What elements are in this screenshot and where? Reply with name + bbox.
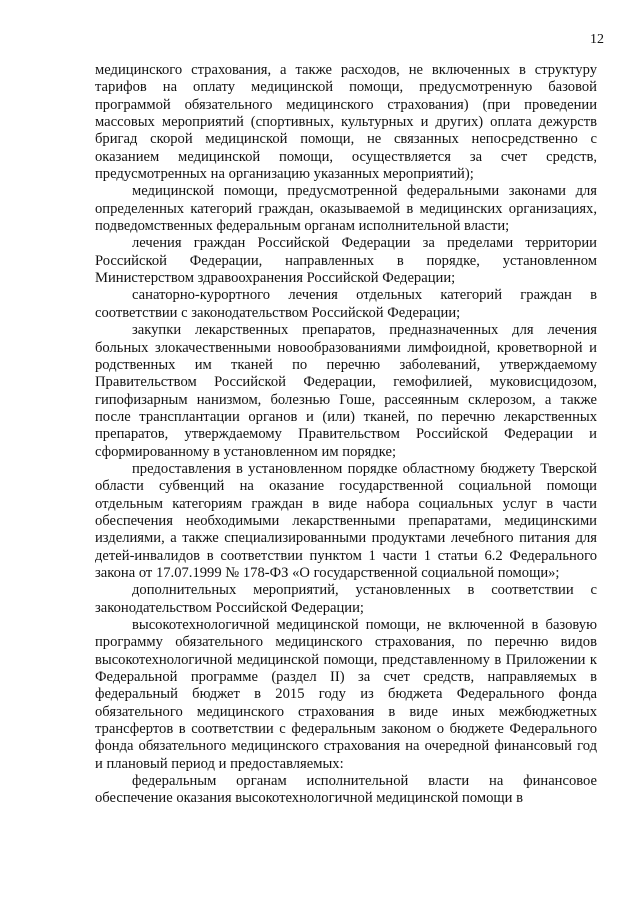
page-number: 12 [590,32,604,47]
paragraph: дополнительных мероприятий, установленных в соответствии с законодательством Российской Федерации; [95,582,597,616]
paragraph: лечения граждан Российской Федерации за пределами территории Российской Федерации, направленных в порядке, установленном Министерством здравоохранения Российской Федерации; [95,235,597,287]
paragraph: высокотехнологичной медицинской помощи, не включенной в базовую программу обязательного медицинского страхования, по перечню видов высокотехнологичной медицинской помощи, представленному в Приложении к Федеральной программе (раздел II) за счет средств, направляемых в федеральный бюджет в 2015 году из бюджета Федерального фонда обязательного медицинского страхования в виде иных межбюджетных трансфертов в соответствии с федеральным законом о бюджете Федерального фонда обязательного медицинского страхования на очередной финансовый год и плановый период и предоставляемых: [95,617,597,772]
paragraph: федеральным органам исполнительной власти на финансовое обеспечение оказания высокотехнологичной медицинской помощи в [95,773,597,807]
paragraph: предоставления в установленном порядке областному бюджету Тверской области субвенций на оказание государственной социальной помощи отдельным категориям граждан в виде набора социальных услуг в части обеспечения необходимыми лекарственными препаратами, медицинскими изделиями, а также специализированными продуктами лечебного питания для детей-инвалидов в соответствии пунктом 1 части 1 статьи 6.2 Федерального закона от 17.07.1999 № 178-ФЗ «О государственной социальной помощи»; [95,460,597,581]
paragraph: санаторно-курортного лечения отдельных категорий граждан в соответствии с законодательством Российской Федерации; [95,287,597,321]
paragraph: медицинского страхования, а также расходов, не включенных в структуру тарифов на оплату медицинской помощи, предусмотренную базовой программой обязательного медицинского страхования) (при проведении массовых мероприятий (спортивных, культурных и других) оплата дежурств бригад скорой медицинской помощи, не связанных непосредственно с оказанием медицинской помощи, осуществляется за счет средств, предусмотренных на организацию указанных мероприятий); [95,62,597,183]
paragraph: медицинской помощи, предусмотренной федеральными законами для определенных категорий граждан, оказываемой в медицинских организациях, подведомственных федеральным органам исполнительной власти; [95,183,597,235]
document-body [95,62,597,808]
paragraph: закупки лекарственных препаратов, предназначенных для лечения больных злокачественными новообразованиями лимфоидной, кроветворной и родственных им тканей по перечню заболеваний, утверждаемому Правительством Российской Федерации, гемофилией, муковисцидозом, гипофизарным нанизмом, болезнью Гоше, рассеянным склерозом, а также после трансплантации органов и (или) тканей, по перечню лекарственных препаратов, утверждаемому Правительством Российской Федерации и сформированному в установленном им порядке; [95,322,597,460]
